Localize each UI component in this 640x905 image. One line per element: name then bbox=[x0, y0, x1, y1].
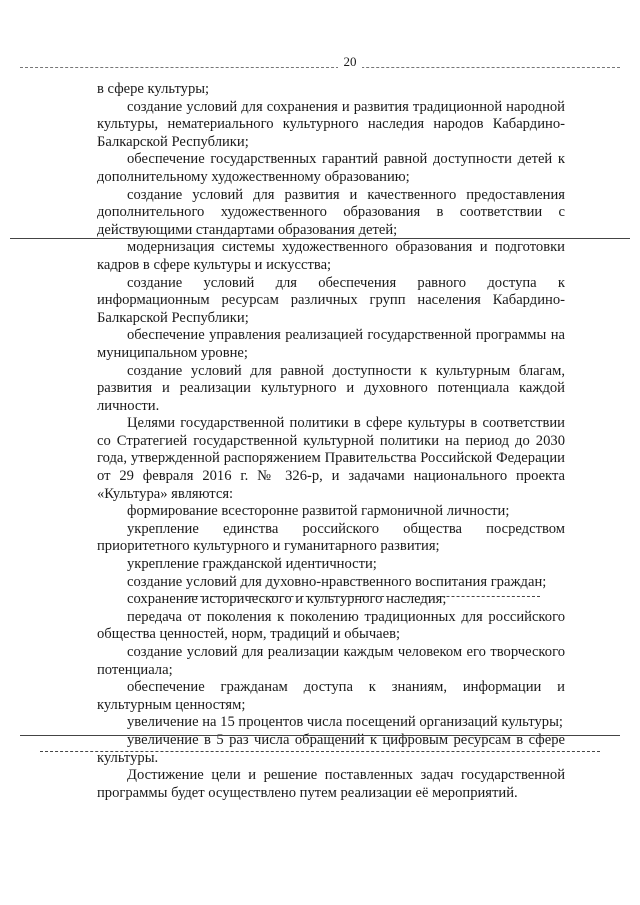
paragraph: создание условий для равной доступности к культурным благам, развития и реализации культурного и духовного потенциала каждой личности. bbox=[97, 362, 565, 414]
paragraph: создание условий для развития и качественного предоставления дополнительного художественного образования в соответствии с действующими стандартами образования детей; bbox=[97, 186, 565, 238]
paragraph: обеспечение государственных гарантий равной доступности детей к дополнительному художественному образованию; bbox=[97, 151, 565, 185]
header-rule bbox=[20, 67, 620, 68]
paragraph: в сфере культуры; bbox=[97, 81, 210, 97]
list-item: создание условий для реализации каждым человеком его творческого потенциала; bbox=[97, 644, 565, 678]
list-item: укрепление гражданской идентичности; bbox=[127, 556, 377, 573]
list-item: увеличение в 5 раз числа обращений к цифровым ресурсам в сфере культуры. bbox=[97, 731, 565, 766]
page-number: 20 bbox=[338, 55, 362, 69]
paragraph: обеспечение управления реализацией государственной программы на муниципальном уровне; bbox=[97, 327, 565, 361]
list-item: создание условий для духовно-нравственного воспитания граждан; bbox=[127, 573, 547, 590]
list-item: формирование всесторонне развитой гармоничной личности; bbox=[127, 503, 510, 520]
paragraph: модернизация системы художественного образования и подготовки кадров в сфере культуры и искусства; bbox=[97, 239, 565, 273]
list-item: обеспечение гражданам доступа к знаниям, информации и культурным ценностям; bbox=[97, 679, 565, 713]
scan-artifact-line bbox=[180, 596, 540, 597]
paragraph: Целями государственной политики в сфере культуры в соответствии со Стратегией государственной культурной политики на период до 2030 года, утвержденной распоряжением Правительства Российской Федерации от 29 февраля 2016 г. № 326-р, и задачами национального проекта «Культура» являются: bbox=[97, 415, 565, 502]
paragraph: Достижение цели и решение поставленных задач государственной программы будет осуществлено путем реализации её мероприятий. bbox=[97, 767, 565, 801]
scan-artifact-line bbox=[40, 751, 600, 752]
list-item: укрепление единства российского общества посредством приоритетного культурного и гуманитарного развития; bbox=[97, 520, 565, 555]
paragraph: создание условий для сохранения и развития традиционной народной культуры, нематериального культурного наследия народов Кабардино-Балкарской Республики; bbox=[97, 98, 565, 150]
list-item: сохранение исторического и культурного наследия; bbox=[127, 591, 447, 608]
scan-artifact-line bbox=[10, 238, 630, 239]
document-body bbox=[97, 81, 565, 802]
scan-artifact-line bbox=[20, 735, 620, 736]
paragraph: создание условий для обеспечения равного доступа к информационным ресурсам различных групп населения Кабардино-Балкарской Республики; bbox=[97, 274, 565, 326]
list-item: передача от поколения к поколению традиционных для российского общества ценностей, норм, традиций и обычаев; bbox=[97, 608, 565, 643]
list-item: увеличение на 15 процентов числа посещений организаций культуры; bbox=[127, 714, 563, 731]
page-header bbox=[20, 55, 620, 71]
